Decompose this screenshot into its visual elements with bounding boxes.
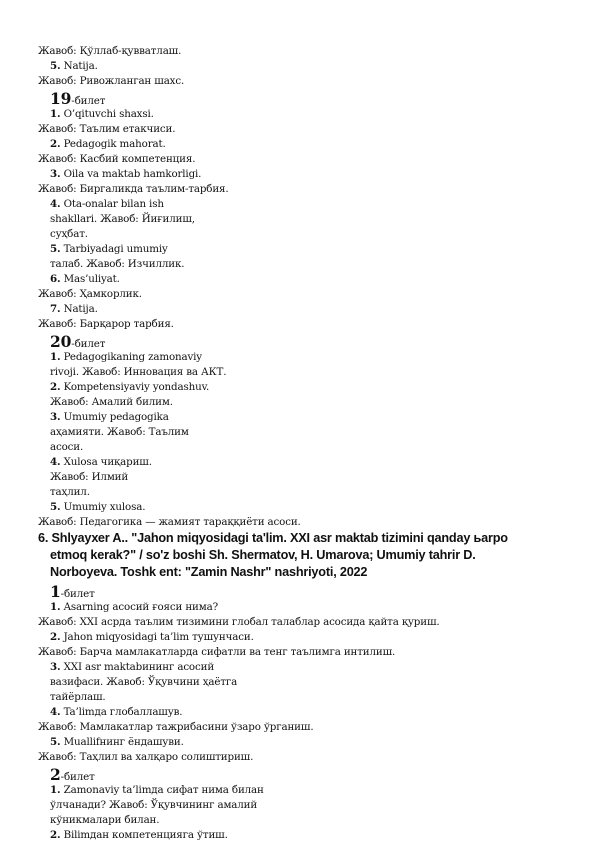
answer-line: Жавоб: Таълим етакчиси. — [38, 123, 176, 135]
question-line: 2. Kompetensiyaviy yondashuv. — [50, 381, 210, 393]
question-line: 4. Ota-onalar bilan ish — [50, 198, 164, 210]
answer-line: кўникмалари билан. — [50, 814, 160, 826]
reference-heading: Norboyeva. Toshk ent: "Zamin Nashr" nashriyoti, 2022 — [50, 565, 368, 579]
question-line: 7. Natija. — [50, 303, 98, 315]
answer-line: Жавоб: Педагогика — жамият тараққиёти асоси. — [38, 516, 301, 528]
question-line: 5. Tarbiyadagi umumiy — [50, 243, 168, 255]
question-line: 3. XXI asr maktabининг асосий — [50, 661, 215, 673]
answer-line: Жавоб: Барча мамлакатларда сифатли ва тенг таълимга интилиш. — [38, 646, 396, 658]
answer-line: Жавоб: Биргаликда таълим-тарбия. — [38, 183, 229, 195]
answer-line: вазифаси. Жавоб: Ўқувчини ҳаётга — [50, 676, 238, 688]
answer-line: талаб. Жавоб: Изчиллик. — [50, 258, 185, 270]
answer-line: суҳбат. — [50, 228, 88, 240]
answer-line: rivoji. Жавоб: Инновация ва АКТ. — [50, 366, 227, 378]
answer-line: Жавоб: Амалий билим. — [50, 396, 173, 408]
question-line: 6. Mas’uliyat. — [50, 273, 120, 285]
question-line: 5. Umumiy xulosa. — [50, 501, 146, 513]
question-line: 5. Natija. — [50, 60, 98, 72]
question-line: 1. Asarning асосий ғояси нима? — [50, 601, 218, 613]
answer-line: асоси. — [50, 441, 84, 453]
ticket-heading: 19-билет — [50, 89, 106, 108]
answer-line: ўлчанади? Жавоб: Ўқувчининг амалий — [50, 799, 258, 811]
question-line: 3. Oila va maktab hamkorligi. — [50, 168, 202, 180]
answer-line: Жавоб: Мамлакатлар тажрибасини ўзаро ўрганиш. — [38, 721, 314, 733]
question-line: 2. Pedagogik mahorat. — [50, 138, 166, 150]
question-line: 5. Muallifнинг ёндашуви. — [50, 736, 184, 748]
question-line: 1. Zamonaviy ta’limда сифат нима билан — [50, 784, 264, 796]
question-line: 1. O’qituvchi shaxsi. — [50, 108, 154, 120]
reference-heading: 6. Shlyaухеr A.. "Jahon miqyosidagi ta'lim. XXI asr maktab tizimini qanday ьarpo — [38, 531, 508, 545]
answer-line: Жавоб: XXI асрда таълим тизимини глобал талаблар асосида қайта қуриш. — [38, 616, 440, 628]
answer-line: Жавоб: Касбий компетенция. — [38, 153, 196, 165]
question-line: 2. Bilimдан компетенцияга ўтиш. — [50, 829, 228, 841]
answer-line: Жавоб: Ривожланган шахс. — [38, 75, 185, 87]
question-line: 2. Jahon miqyosidagi ta’lim тушунчаси. — [50, 631, 254, 643]
question-line: 4. Xulosa чиқариш. — [50, 456, 152, 468]
answer-line: аҳамияти. Жавоб: Таълим — [50, 426, 189, 438]
answer-line: Жавоб: Қўллаб-қувватлаш. — [38, 45, 182, 57]
question-line: 4. Ta’limда глобаллашув. — [50, 706, 183, 718]
ticket-heading: 1-билет — [50, 582, 95, 601]
answer-line: Жавоб: Барқарор тарбия. — [38, 318, 174, 330]
answer-line: Жавоб: Таҳлил ва халқаро солиштириш. — [38, 751, 254, 763]
answer-line: тайёрлаш. — [50, 691, 106, 703]
answer-line: Жавоб: Илмий — [50, 471, 129, 483]
answer-line: таҳлил. — [50, 486, 90, 498]
ticket-heading: 2-билет — [50, 765, 95, 784]
reference-heading: etmoq kerak?" / so'z boshi Sh. Shermatov, H. Umarova; Umumiy tahrir D. — [50, 548, 476, 562]
question-line: 3. Umumiy pedagogika — [50, 411, 169, 423]
answer-line: Жавоб: Ҳамкорлик. — [38, 288, 142, 300]
question-line: 1. Pedagogikaning zamonaviy — [50, 351, 202, 363]
ticket-heading: 20-билет — [50, 332, 106, 351]
question-line: shakllari. Жавоб: Йиғилиш, — [50, 213, 195, 225]
